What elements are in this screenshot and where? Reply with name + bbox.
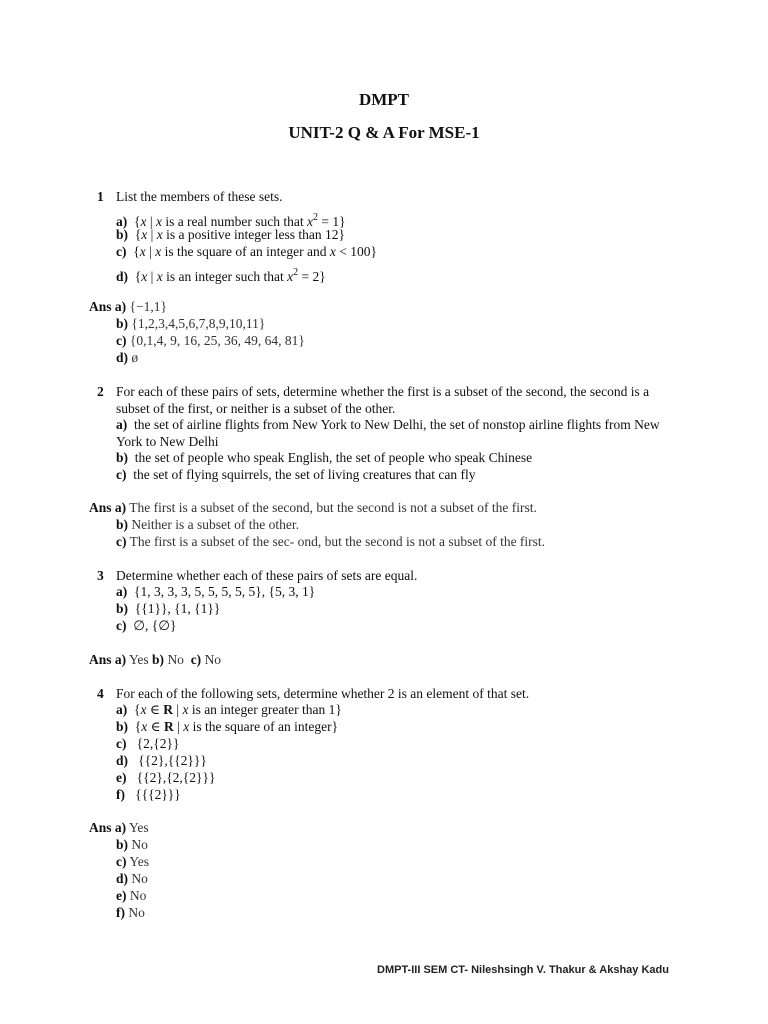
item-label: c) [116, 736, 127, 751]
answer-text: No [128, 905, 145, 920]
question-number: 4 [97, 686, 104, 701]
item-c [116, 618, 176, 634]
item-a [116, 417, 660, 433]
item-label: f) [116, 787, 125, 802]
item-label: b) [116, 227, 129, 242]
question-number: 1 [97, 189, 104, 204]
answer-text: {1,2,3,4,5,6,7,8,9,10,11} [131, 316, 266, 331]
item-d: d) {x | x is an integer such that $x^2 = 2$} [116, 267, 326, 284]
answer-item-label: c) [116, 333, 127, 348]
answer-text: {−1,1} [129, 299, 167, 314]
item-text: {{2},{2,{2}}} [136, 770, 216, 785]
answer-text: Yes [129, 820, 149, 835]
answer-text: {0,1,4, 9, 16, 25, 36, 49, 64, 81} [129, 333, 305, 348]
answer-f [116, 905, 145, 921]
document-subtitle: UNIT-2 Q & A For MSE-1 [288, 123, 480, 142]
item-label: a) [116, 214, 128, 229]
item-c [116, 467, 476, 483]
answer-e [116, 888, 146, 904]
answer-b [116, 837, 148, 853]
answer-item-label: c) [116, 534, 127, 549]
answer-b [116, 316, 265, 332]
question-text-line2: subset of the first, or neither is a subset of the other. [116, 401, 396, 416]
answer-label: Ans [89, 820, 112, 835]
answer-d [116, 871, 148, 887]
answer-item-label: a) [114, 820, 127, 835]
answer-text: Yes [129, 652, 149, 667]
answers-row [89, 652, 221, 668]
answer-item-label: d) [116, 871, 129, 886]
question-text-line1: For each of these pairs of sets, determine whether the first is a subset of the second, the second is a [116, 384, 650, 399]
item-a: a) {x | x is a real number such that $x^2 = 1$} [116, 212, 346, 229]
item-d [116, 753, 207, 769]
answer-item-label: a) [114, 299, 127, 314]
item-label: b) [116, 719, 129, 734]
item-c: c) {x | x is the square of an integer and x < 100} [116, 244, 377, 259]
answer-text: The first is a subset of the sec- ond, but the second is not a subset of the first. [129, 534, 546, 549]
answer-text: No [167, 652, 184, 667]
item-text: the set of flying squirrels, the set of living creatures that can fly [133, 467, 476, 482]
answer-c [116, 534, 545, 550]
answer-label: Ans [89, 299, 112, 314]
answer-item-label: a) [114, 500, 127, 515]
item-label: d) [116, 269, 129, 284]
question-number: 3 [97, 568, 104, 583]
answer-item-label: d) [116, 350, 129, 365]
item-text: {2,{2}} [136, 736, 180, 751]
item-label: c) [116, 467, 127, 482]
answer-b [116, 517, 299, 533]
item-label: b) [116, 601, 129, 616]
item-label: a) [116, 417, 128, 432]
answer-text: The first is a subset of the second, but the second is not a subset of the first. [129, 500, 537, 515]
answer-item-label: b) [116, 316, 129, 331]
answer-text: Yes [129, 854, 150, 869]
item-text: {{{2}}} [135, 787, 181, 802]
item-text: {1, 3, 3, 3, 5, 5, 5, 5, 5}, {5, 3, 1} [134, 584, 316, 599]
item-b: b) {x | x is a positive integer less than 12} [116, 227, 346, 242]
item-a: a) {x ∈ R | x is an integer greater than 1} [116, 702, 342, 717]
question-number: 2 [97, 384, 104, 399]
question-text: Determine whether each of these pairs of sets are equal. [116, 568, 418, 583]
question-text: List the members of these sets. [116, 189, 283, 204]
item-f [116, 787, 181, 803]
item-b: b) {x ∈ R | x is the square of an integer} [116, 719, 339, 734]
answer-item-label: c) [190, 652, 202, 667]
answer-item-label: a) [114, 652, 127, 667]
answer-a [89, 820, 149, 836]
item-e [116, 770, 215, 786]
answer-text: No [131, 871, 148, 886]
page-footer: DMPT-III SEM CT- Nileshsingh V. Thakur & Akshay Kadu [377, 964, 669, 976]
item-text: the set of people who speak English, the set of people who speak Chinese [134, 450, 533, 465]
item-label: a) [116, 584, 128, 599]
item-text: ∅, {∅} [133, 618, 177, 633]
answer-item-label: c) [116, 854, 127, 869]
answer-c [116, 854, 149, 870]
answer-item-label: b) [152, 652, 165, 667]
item-text: the set of airline flights from New York to New Delhi, the set of nonstop airline flights from New [134, 417, 660, 432]
answer-d [116, 350, 138, 366]
answer-label: Ans [89, 652, 112, 667]
item-label: a) [116, 702, 128, 717]
answer-item-label: f) [116, 905, 125, 920]
answer-label: Ans [89, 500, 112, 515]
answer-text: No [204, 652, 222, 667]
answer-text: Neither is a subset of the other. [131, 517, 299, 532]
question-text: For each of the following sets, determine whether 2 is an element of that set. [116, 686, 530, 701]
answer-a [89, 500, 537, 516]
document-title: DMPT [358, 90, 410, 109]
item-label: c) [116, 244, 127, 259]
item-label: b) [116, 450, 129, 465]
item-a [116, 584, 315, 600]
item-text: {{2},{{2}}} [138, 753, 207, 768]
answer-text: ø [131, 350, 139, 365]
answer-a [89, 299, 167, 315]
answer-text: No [129, 888, 147, 903]
item-a-continued: York to New Delhi [116, 434, 219, 449]
item-b [116, 450, 532, 466]
item-label: e) [116, 770, 127, 785]
answer-item-label: e) [116, 888, 127, 903]
answer-text: No [131, 837, 148, 852]
answer-item-label: b) [116, 517, 129, 532]
item-label: c) [116, 618, 127, 633]
item-b [116, 601, 220, 617]
item-text: {{1}}, {1, {1}} [134, 601, 221, 616]
answer-c [116, 333, 305, 349]
item-label: d) [116, 753, 129, 768]
answer-item-label: b) [116, 837, 129, 852]
item-c [116, 736, 179, 752]
